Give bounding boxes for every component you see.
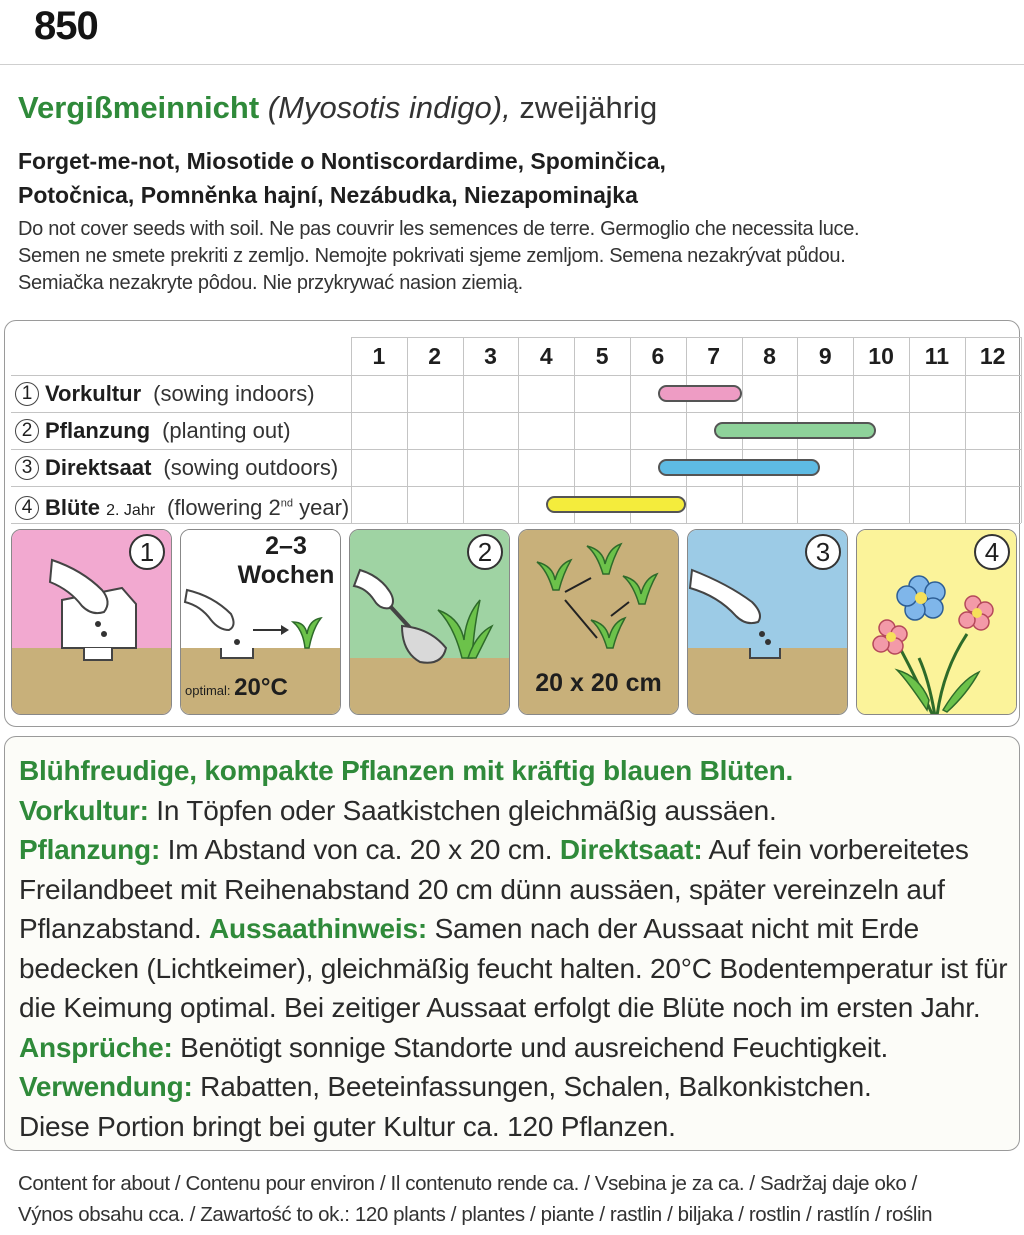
month-header: 7 [707, 343, 721, 369]
row-number: 4 [15, 496, 39, 520]
keyword: Direktsaat: [559, 834, 703, 865]
pictogram-planting-out [349, 529, 510, 715]
row-label: Direktsaat [45, 455, 152, 480]
month-header: 12 [979, 343, 1006, 369]
grid-line [1021, 337, 1022, 523]
sowing-note-line: Semiačka nezakryte pôdou. Nie przykrywać nasion ziemią. [18, 272, 523, 294]
description-value: Samen nach der Aussaat nicht mit Erde bedecken (Lichtkeimer), gleichmäßig feucht halten. 20°C Bodentemperatur ist für die Keimung optimal. Bei zeitiger Aussaat erfolgt die Blüte noch im ersten Jahr. [19, 913, 1008, 1023]
row-label [45, 495, 155, 520]
month-header: 2 [428, 343, 442, 369]
calendar-row-pflanzung [15, 412, 291, 449]
sowing-note-line: Do not cover seeds with soil. Ne pas couvrir les semences de terre. Germoglio che necessita luce. [18, 218, 860, 240]
description-value: Benötigt sonnige Standorte und ausreichend Feuchtigkeit. [172, 1031, 889, 1063]
month-header: 1 [372, 343, 386, 369]
month-header: 4 [539, 343, 553, 369]
common-names-line: Forget-me-not, Miosotide o Nontiscordardime, Spominčica, [18, 148, 666, 174]
title-biennial: zweijährig [519, 90, 658, 125]
optimal-temp-value: 20°C [234, 674, 288, 701]
common-names [18, 144, 666, 212]
row-label-main: Blüte [45, 495, 100, 521]
pictogram-flowering [856, 529, 1017, 715]
calendar-bar [714, 422, 876, 439]
month-header: 10 [868, 343, 894, 369]
description-verwendung [19, 1067, 1015, 1107]
keyword: Aussaathinweis: [209, 913, 427, 944]
row-label-en [167, 495, 349, 520]
pictogram-number: 2 [467, 534, 503, 570]
calendar-bar [546, 496, 686, 513]
month-header: 5 [595, 343, 609, 369]
row-label-en-tail: year) [293, 495, 350, 521]
row-label-year: 2. Jahr [106, 502, 156, 520]
calendar-row-direktsaat [15, 449, 338, 486]
row-label-en: (sowing outdoors) [163, 455, 339, 480]
product-code: 850 [34, 4, 98, 48]
description-paragraph [19, 830, 1015, 1067]
description-lead: Blühfreudige, kompakte Pflanzen mit kräftig blauen Blüten. [19, 755, 794, 786]
row-number: 1 [15, 382, 39, 406]
keyword: Verwendung: [19, 1071, 193, 1102]
calendar-row-bluete [15, 486, 349, 523]
keyword: Ansprüche: [19, 1031, 173, 1063]
calendar-bar [658, 385, 742, 402]
optimal-temperature [185, 674, 335, 702]
month-header: 6 [651, 343, 665, 369]
row-label: Pflanzung [45, 418, 151, 443]
header-divider [0, 64, 1024, 65]
calendar-row-vorkultur [15, 375, 315, 412]
description-box [4, 736, 1020, 1151]
description-text [19, 751, 1015, 1146]
pictogram-germination [180, 529, 341, 715]
description-value: Im Abstand von ca. 20 x 20 cm. [160, 834, 560, 865]
row-number: 2 [15, 419, 39, 443]
optimal-label: optimal: [185, 683, 231, 698]
description-value: Auf fein vorbereitetes Freilandbeet mit Reihenabstand 20 cm dünn aussäen, später vereinzeln auf Pflanzabstand. [19, 834, 969, 944]
month-header: 3 [484, 343, 497, 369]
description-portion: Diese Portion bringt bei guter Kultur ca. 120 Pflanzen. [19, 1110, 676, 1142]
content-line: Content for about / Contenu pour environ / Il contenuto rende ca. / Vsebina je za ca. / Sadržaj daje oko / [18, 1172, 917, 1195]
pictogram-number: 1 [129, 534, 165, 570]
month-header: 8 [763, 343, 776, 369]
weeks-range: 2–3 [265, 532, 307, 560]
keyword: Pflanzung: [19, 834, 161, 865]
content-statement [18, 1168, 932, 1230]
germination-weeks [231, 532, 341, 590]
description-vorkultur [19, 791, 1015, 831]
row-label-en-main: (flowering 2 [167, 495, 281, 521]
sowing-calendar-box [4, 320, 1020, 727]
common-names-line: Potočnica, Pomněnka hajní, Nezábudka, Niezapominajka [18, 182, 638, 208]
sowing-notes [18, 216, 859, 297]
sowing-note-line: Semen ne smete prekriti z zemljo. Nemojte pokrivati sjeme zemljom. Semena nezakrývat půdou. [18, 245, 846, 267]
content-line: Výnos obsahu cca. / Zawartość to ok.: 120 plants / plantes / piante / rastlin / biljaka / rostlin / rastlín / roślin [18, 1203, 933, 1226]
title-latin: (Myosotis indigo), [267, 90, 511, 125]
month-header: 9 [818, 343, 832, 369]
pictogram-sowing-indoors [11, 529, 172, 715]
keyword: Vorkultur: [19, 794, 149, 826]
pictogram-sowing-outdoors [687, 529, 848, 715]
pictogram-number: 3 [805, 534, 841, 570]
product-title [18, 90, 657, 126]
month-header: 11 [924, 343, 950, 369]
pictogram-number: 4 [974, 534, 1010, 570]
plant-spacing: 20 x 20 cm [535, 669, 662, 697]
row-label: Vorkultur [45, 381, 142, 406]
weeks-label: Wochen [237, 561, 335, 589]
row-label-en: (sowing indoors) [153, 381, 315, 406]
description-value: Rabatten, Beeteinfassungen, Schalen, Balkonkistchen. [192, 1071, 872, 1102]
calendar-bar [658, 459, 820, 476]
description-value: In Töpfen oder Saatkistchen gleichmäßig aussäen. [148, 794, 777, 826]
grid-line [11, 523, 1021, 524]
title-german: Vergißmeinnicht [18, 90, 260, 125]
row-number: 3 [15, 456, 39, 480]
pictogram-spacing [518, 529, 679, 715]
row-label-en-sup: nd [280, 498, 294, 510]
row-label-en: (planting out) [162, 418, 291, 443]
